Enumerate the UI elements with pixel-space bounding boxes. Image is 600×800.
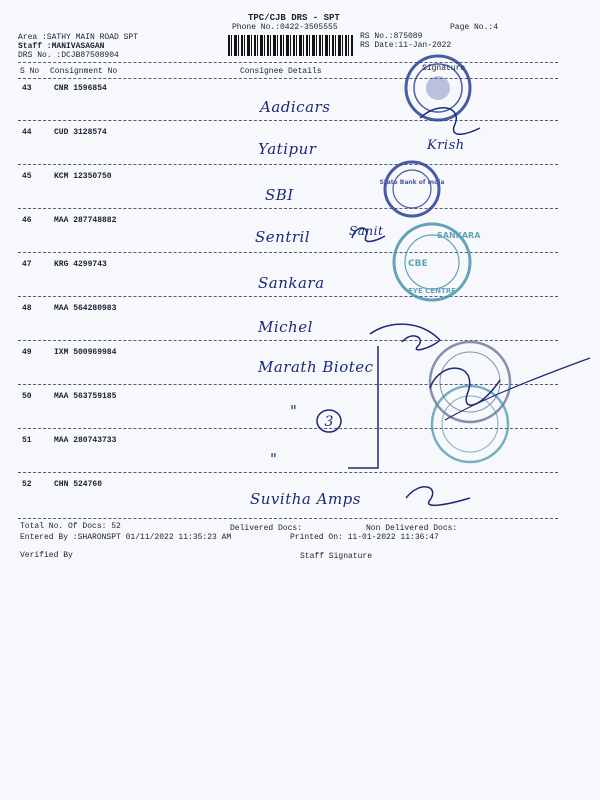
delivered-docs: Delivered Docs: bbox=[230, 524, 303, 533]
row-consignment-no: KCM 12350750 bbox=[54, 172, 112, 181]
sankara-stamp-center: CBE bbox=[408, 259, 428, 269]
row-handwritten-consignee: Suvitha Amps bbox=[250, 490, 361, 508]
row-consignment-no: MAA 280743733 bbox=[54, 436, 117, 445]
row-divider bbox=[18, 472, 558, 473]
row-handwritten-consignee: Marath Biotec bbox=[258, 358, 374, 376]
col-details-header: Consignee Details bbox=[240, 67, 322, 76]
row-consignment-no: CHN 524760 bbox=[54, 480, 103, 489]
row-handwritten-consignee: Sentril bbox=[255, 228, 311, 246]
stamp-lower-2 bbox=[432, 386, 508, 462]
row-divider bbox=[18, 428, 558, 429]
header-divider-top bbox=[18, 62, 558, 63]
circled-count: 3 bbox=[324, 414, 334, 430]
row-sno: 52 bbox=[22, 480, 32, 489]
printed-on: Printed On: 11-01-2022 11:36:47 bbox=[290, 533, 439, 542]
row-divider bbox=[18, 164, 558, 165]
phone-number: Phone No.:0422-3505555 bbox=[232, 23, 338, 32]
row-consignment-no: MAA 564280983 bbox=[54, 304, 117, 313]
signature-bottom-scribble bbox=[406, 487, 470, 506]
total-docs: Total No. Of Docs: 52 bbox=[20, 522, 121, 531]
row-consignment-no: MAA 287748882 bbox=[54, 216, 117, 225]
row-divider bbox=[18, 208, 558, 209]
row-divider bbox=[18, 384, 558, 385]
entered-by: Entered By :SHARONSPT 01/11/2022 11:35:23 AM bbox=[20, 533, 232, 542]
barcode bbox=[228, 35, 353, 56]
signature-row49-scribble bbox=[402, 336, 440, 350]
row-divider bbox=[18, 296, 558, 297]
col-consignment-header: Consignment No bbox=[50, 67, 118, 76]
col-signature-header: Signature bbox=[422, 64, 466, 73]
verified-by: Verified By bbox=[20, 551, 73, 560]
row-sno: 51 bbox=[22, 436, 32, 445]
staff-label: Staff :MANIVASAGAN bbox=[18, 42, 105, 51]
bracket-line bbox=[348, 324, 440, 468]
sankara-stamp-top: SANKARA bbox=[437, 231, 481, 240]
signature-sanit: Sanit bbox=[349, 224, 384, 238]
loop-scribble bbox=[430, 368, 500, 405]
page-number: Page No.:4 bbox=[450, 23, 499, 32]
rs-number: RS No.:875089 bbox=[360, 32, 423, 41]
row-sno: 43 bbox=[22, 84, 32, 93]
sbi-stamp-text: State Bank of India bbox=[379, 179, 445, 186]
document-title: TPC/CJB DRS - SPT bbox=[248, 13, 340, 23]
row-consignment-no: IXM 500969984 bbox=[54, 348, 117, 357]
row-sno: 47 bbox=[22, 260, 32, 269]
row-consignment-no: CNR 1596854 bbox=[54, 84, 107, 93]
footer-divider bbox=[18, 518, 558, 519]
long-slash bbox=[445, 358, 590, 420]
row-handwritten-consignee: Aadicars bbox=[260, 98, 331, 116]
non-delivered-docs: Non Delivered Docs: bbox=[366, 524, 458, 533]
row-handwritten-consignee: " bbox=[290, 402, 298, 420]
sankara-stamp-bottom: EYE CENTRE bbox=[408, 287, 456, 295]
row-handwritten-consignee: SBI bbox=[265, 186, 294, 204]
stamp-lower-1 bbox=[430, 342, 510, 422]
area-label: Area :SATHY MAIN ROAD SPT bbox=[18, 33, 139, 42]
row-divider bbox=[18, 120, 558, 121]
row-handwritten-consignee: Michel bbox=[258, 318, 313, 336]
row-sno: 44 bbox=[22, 128, 32, 137]
row-consignment-no: MAA 563759185 bbox=[54, 392, 117, 401]
row-divider bbox=[18, 252, 558, 253]
row-sno: 49 bbox=[22, 348, 32, 357]
row-consignment-no: KRG 4299743 bbox=[54, 260, 107, 269]
row-sno: 48 bbox=[22, 304, 32, 313]
signature-krish: Krish bbox=[427, 138, 465, 153]
rs-date: RS Date:11-Jan-2022 bbox=[360, 41, 452, 50]
row-sno: 50 bbox=[22, 392, 32, 401]
header-divider-bottom bbox=[18, 78, 558, 79]
row-handwritten-consignee: Yatipur bbox=[258, 140, 317, 158]
stamp-sankara bbox=[394, 224, 481, 300]
row-handwritten-consignee: " bbox=[270, 450, 278, 468]
col-sno-header: S No bbox=[20, 67, 40, 76]
row-sno: 45 bbox=[22, 172, 32, 181]
row-divider bbox=[18, 340, 558, 341]
row-consignment-no: CUD 3128574 bbox=[54, 128, 107, 137]
row-handwritten-consignee: Sankara bbox=[258, 274, 325, 292]
row-sno: 46 bbox=[22, 216, 32, 225]
drs-number: DRS No. :DCJB87508904 bbox=[18, 51, 119, 60]
staff-signature: Staff Signature bbox=[300, 552, 373, 561]
